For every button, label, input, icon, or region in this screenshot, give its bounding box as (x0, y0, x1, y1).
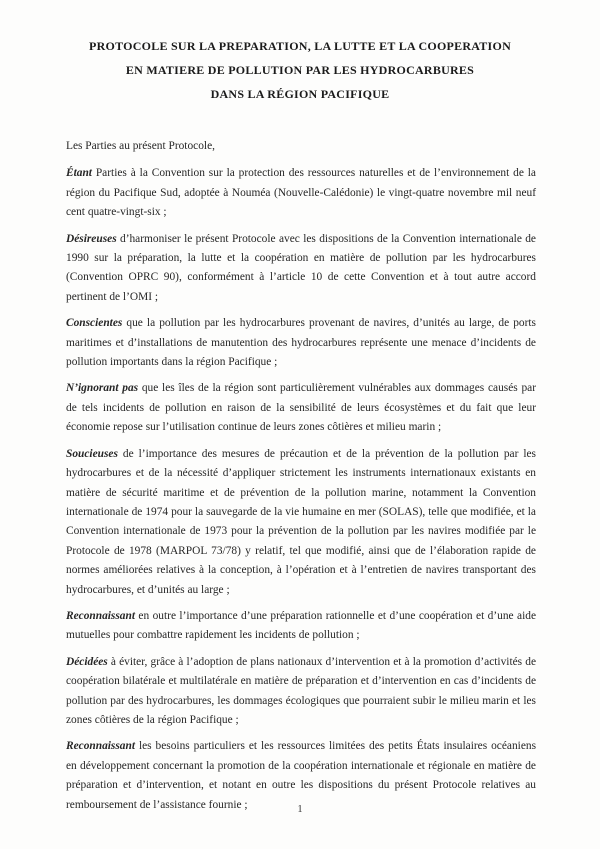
paragraph-lead-word: N’ignorant pas (66, 382, 139, 395)
paragraph-text: de l’importance des mesures de précaution et de la prévention de la pollution par les hydrocarbures et de la nécessité d’appliquer strictement les instruments internationaux existants en matière de sécurité maritime et de prévention de la pollution marine, notamment la Convention internationale de 1974 pour la sauvegarde de la vie humaine en mer (SOLAS), telle que modifiée, et la Convention internationale de 1973 pour la prévention de la pollution par les navires modifiée par le Protocole de 1978 (MARPOL 73/78) y relatif, tel que modifié, ainsi que de l’élaboration rapide de normes améliorées relatives à la conception, à l’opération et à l’entretien de navires transportant des hydrocarbures, et d’unités au large ; (66, 447, 536, 596)
paragraph-lead-word: Désireuses (66, 232, 117, 245)
title-line-1: PROTOCOLE SUR LA PREPARATION, LA LUTTE ET LA COOPERATION (89, 39, 511, 53)
document-title (0, 0, 600, 106)
paragraph-lead-word: Reconnaissant (66, 609, 135, 622)
paragraph-lead-word: Étant (66, 167, 92, 180)
paragraph-text: les besoins particuliers et les ressources limitées des petits États insulaires océaniens en développement concernant la promotion de la coopération internationale et régionale en matière de préparation et d’intervention, et notant en outre les dispositions du présent Protocole relatives au remboursement de l’assistance fournie ; (66, 740, 536, 811)
page-number: 1 (297, 804, 303, 815)
paragraph-lead-word: Conscientes (66, 317, 123, 330)
paragraph-text: que les îles de la région sont particulièrement vulnérables aux dommages causés par de tels incidents de pollution en raison de la sensibilité de leurs écosystèmes et du fait que leur économie repose sur l’utilisation continue de leurs zones côtières et milieu marin ; (66, 382, 536, 434)
document-body (66, 137, 536, 815)
preamble-paragraph-desireuses (66, 230, 536, 308)
title-line-3: DANS LA RÉGION PACIFIQUE (210, 87, 390, 101)
preamble-paragraph-nignorant (66, 379, 536, 437)
paragraph-lead-word: Reconnaissant (66, 740, 135, 753)
paragraph-text: à éviter, grâce à l’adoption de plans nationaux d’intervention et à la promotion d’activités de coopération bilatérale et multilatérale en matière de préparation et d’intervention en cas d’incidents de pollution par des hydrocarbures, les dommages écologiques que pourraient subir le milieu marin et les zones côtières de la région Pacifique ; (66, 655, 536, 726)
preamble-paragraph-reconnaissant-1 (66, 607, 536, 646)
title-line-2: EN MATIERE DE POLLUTION PAR LES HYDROCARBURES (125, 63, 475, 77)
paragraph-text: Parties à la Convention sur la protection des ressources naturelles et de l’environnement de la région du Pacifique Sud, adoptée à Nouméa (Nouvelle-Calédonie) le vingt-quatre novembre mil neuf cent quatre-vingt-six ; (66, 167, 536, 219)
paragraph-text: que la pollution par les hydrocarbures provenant de navires, d’unités au large, de ports maritimes et d’installations de manutention des hydrocarbures représente une menace d’incidents de pollution importants dans la région Pacifique ; (66, 317, 536, 369)
preamble-paragraph-decidees (66, 653, 536, 731)
paragraph-text: d’harmoniser le présent Protocole avec les dispositions de la Convention internationale de 1990 sur la préparation, la lutte et la coopération en matière de pollution par les hydrocarbures (Convention OPRC 90), conformément à l’article 10 de cette Convention et à tout autre accord pertinent de l’OMI ; (66, 232, 536, 303)
paragraph-lead-word: Soucieuses (66, 447, 118, 460)
preamble-paragraph-conscientes (66, 314, 536, 372)
preamble-paragraph-etant (66, 164, 536, 222)
paragraph-lead-word: Décidées (66, 655, 108, 668)
preamble-paragraph-soucieuses (66, 445, 536, 600)
opening-line: Les Parties au présent Protocole, (66, 140, 215, 152)
paragraph-text: en outre l’importance d’une préparation rationnelle et d’une coopération et d’une aide mutuelles pour combattre rapidement les incidents de pollution ; (66, 609, 536, 642)
